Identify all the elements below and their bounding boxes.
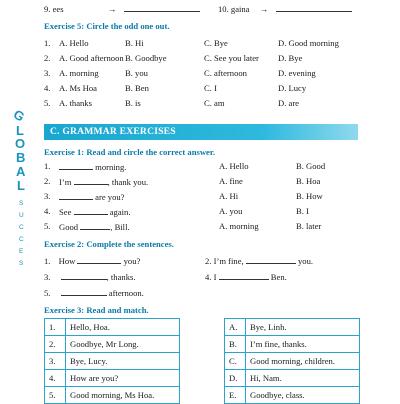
- row-letter: E.: [225, 387, 246, 404]
- answer-blank[interactable]: [61, 271, 107, 280]
- answer-blank[interactable]: [74, 176, 108, 185]
- row-letter: A.: [225, 319, 246, 336]
- table-row[interactable]: [225, 336, 360, 353]
- item-10: [218, 3, 352, 15]
- sentence-text: , thanks.: [106, 272, 136, 282]
- table-row[interactable]: [45, 336, 180, 353]
- sentence-text: , thank you.: [107, 177, 149, 187]
- sentence-text: again.: [107, 207, 131, 217]
- option-b[interactable]: B. is: [125, 98, 141, 108]
- option-b[interactable]: B. I: [296, 206, 309, 216]
- item-9: [44, 3, 200, 15]
- option-b[interactable]: B. later: [296, 221, 322, 231]
- sentence-text: How: [58, 256, 76, 266]
- row-number: 1.: [44, 161, 51, 171]
- option-d[interactable]: D. Bye: [278, 53, 303, 63]
- ex5-row-1: [44, 38, 339, 49]
- match-text: How are you?: [66, 370, 180, 387]
- ex2-item-3: [44, 271, 136, 283]
- row-number: 3.: [44, 191, 51, 201]
- ex5-row-2: [44, 53, 303, 64]
- row-letter: D.: [225, 370, 246, 387]
- row-number: 2.: [45, 336, 66, 353]
- row-number: 1.: [44, 256, 51, 266]
- option-a[interactable]: A. morning: [219, 221, 259, 231]
- sentence-text: I’m fine,: [213, 256, 244, 266]
- sentence-text: are you?: [93, 192, 125, 202]
- ex1-row-2: [44, 176, 384, 187]
- answer-blank[interactable]: [74, 206, 108, 215]
- row-number: 5.: [44, 221, 51, 231]
- option-b[interactable]: B. Hi: [125, 38, 144, 48]
- match-left-table: [44, 318, 180, 404]
- match-text: Good morning, Ms Hoa.: [66, 387, 180, 404]
- option-a[interactable]: A. Good afternoon: [59, 53, 124, 63]
- match-right-table: [224, 318, 360, 404]
- answer-blank[interactable]: [59, 161, 93, 170]
- row-number: 2.: [205, 256, 212, 266]
- row-number: 1.: [44, 38, 51, 48]
- option-a[interactable]: A. fine: [219, 176, 243, 186]
- option-b[interactable]: B. you: [125, 68, 148, 78]
- answer-blank[interactable]: [61, 287, 107, 296]
- match-text: Bye, Linh.: [246, 319, 360, 336]
- row-number: 3.: [44, 68, 51, 78]
- row-number: 4.: [44, 206, 51, 216]
- option-c[interactable]: C. Bye: [204, 38, 228, 48]
- option-b[interactable]: B. Goodbye: [125, 53, 167, 63]
- exercise-3-title: Exercise 3: Read and match.: [44, 305, 149, 315]
- ex1-row-4: [44, 206, 384, 217]
- answer-blank[interactable]: [246, 255, 296, 264]
- option-b[interactable]: B. How: [296, 191, 323, 201]
- answer-blank[interactable]: [77, 255, 121, 264]
- ex2-item-2: [205, 255, 313, 267]
- match-text: Good morning, children.: [246, 353, 360, 370]
- ex2-item-4: [205, 271, 287, 283]
- sentence-text: I: [213, 272, 217, 282]
- row-letter: B.: [225, 336, 246, 353]
- row-number: 4.: [45, 370, 66, 387]
- answer-blank[interactable]: [124, 3, 200, 12]
- option-d[interactable]: D. evening: [278, 68, 316, 78]
- ex1-row-5: [44, 221, 384, 232]
- answer-blank[interactable]: [276, 3, 352, 12]
- sentence-text: morning.: [93, 162, 127, 172]
- option-d[interactable]: D. Good morning: [278, 38, 339, 48]
- ex5-row-4: [44, 83, 307, 94]
- sentence-text: See: [59, 207, 72, 217]
- sentence-text: Good: [59, 222, 79, 232]
- option-a[interactable]: A. Hello: [59, 38, 89, 48]
- ex5-row-3: [44, 68, 316, 79]
- item-9-word: 9. ees: [44, 4, 64, 14]
- option-c[interactable]: C. am: [204, 98, 225, 108]
- arrow-icon: →: [259, 4, 269, 14]
- table-row[interactable]: [225, 387, 360, 404]
- table-row[interactable]: [45, 353, 180, 370]
- section-title: C. GRAMMAR EXERCISES: [50, 126, 176, 137]
- option-a[interactable]: A. morning: [59, 68, 99, 78]
- row-number: 3.: [44, 272, 51, 282]
- table-row[interactable]: [225, 319, 360, 336]
- sentence-text: , Bill.: [110, 222, 130, 232]
- option-d[interactable]: D. are: [278, 98, 299, 108]
- exercise-5-title: Exercise 5: Circle the odd one out.: [44, 21, 170, 31]
- ex2-item-1: [44, 255, 140, 267]
- exercise-1-title: Exercise 1: Read and circle the correct answer.: [44, 147, 216, 157]
- option-b[interactable]: B. Good: [296, 161, 326, 171]
- exercise-2-title: Exercise 2: Complete the sentences.: [44, 239, 174, 249]
- match-text: Goodbye, Mr Long.: [66, 336, 180, 353]
- option-d[interactable]: D. Lucy: [278, 83, 307, 93]
- answer-blank[interactable]: [59, 191, 93, 200]
- option-b[interactable]: B. Hoa: [296, 176, 321, 186]
- ex2-item-5: [44, 287, 144, 299]
- option-a[interactable]: A. thanks: [59, 98, 92, 108]
- option-a[interactable]: A. you: [219, 206, 243, 216]
- sentence-text: I’m: [59, 177, 72, 187]
- row-number: 5.: [44, 98, 51, 108]
- sentence-text: you?: [121, 256, 141, 266]
- ex1-row-3: [44, 191, 384, 202]
- row-number: 1.: [45, 319, 66, 336]
- item-10-word: 10. gaina: [218, 4, 250, 14]
- match-text: Goodbye, class.: [246, 387, 360, 404]
- option-c[interactable]: C. afternoon: [204, 68, 247, 78]
- option-a[interactable]: A. Hello: [219, 161, 249, 171]
- option-c[interactable]: C. I: [204, 83, 217, 93]
- sentence-text: Ben.: [268, 272, 287, 282]
- table-row[interactable]: [45, 319, 180, 336]
- row-letter: C.: [225, 353, 246, 370]
- sentence-text: you.: [295, 256, 314, 266]
- row-number: 5.: [45, 387, 66, 404]
- option-a[interactable]: A. Ms Hoa: [59, 83, 97, 93]
- table-row[interactable]: [225, 370, 360, 387]
- row-number: 3.: [45, 353, 66, 370]
- section-banner: [44, 124, 358, 140]
- option-c[interactable]: C. See you later: [204, 53, 259, 63]
- arrow-icon: →: [107, 4, 117, 14]
- table-row[interactable]: [45, 387, 180, 404]
- option-b[interactable]: B. Ben: [125, 83, 149, 93]
- table-row[interactable]: [225, 353, 360, 370]
- match-text: Hi, Nam.: [246, 370, 360, 387]
- match-text: Bye, Lucy.: [66, 353, 180, 370]
- row-number: 5.: [44, 288, 51, 298]
- ex5-row-5: [44, 98, 299, 109]
- row-number: 4.: [205, 272, 212, 282]
- table-row[interactable]: [45, 370, 180, 387]
- answer-blank[interactable]: [219, 271, 269, 280]
- row-number: 4.: [44, 83, 51, 93]
- match-text: I’m fine, thanks.: [246, 336, 360, 353]
- ex1-row-1: [44, 161, 384, 172]
- match-text: Hello, Hoa.: [66, 319, 180, 336]
- row-number: 2.: [44, 53, 51, 63]
- answer-blank[interactable]: [80, 221, 110, 230]
- row-number: 2.: [44, 176, 51, 186]
- option-a[interactable]: A. Hi: [219, 191, 239, 201]
- sentence-text: afternoon.: [106, 288, 144, 298]
